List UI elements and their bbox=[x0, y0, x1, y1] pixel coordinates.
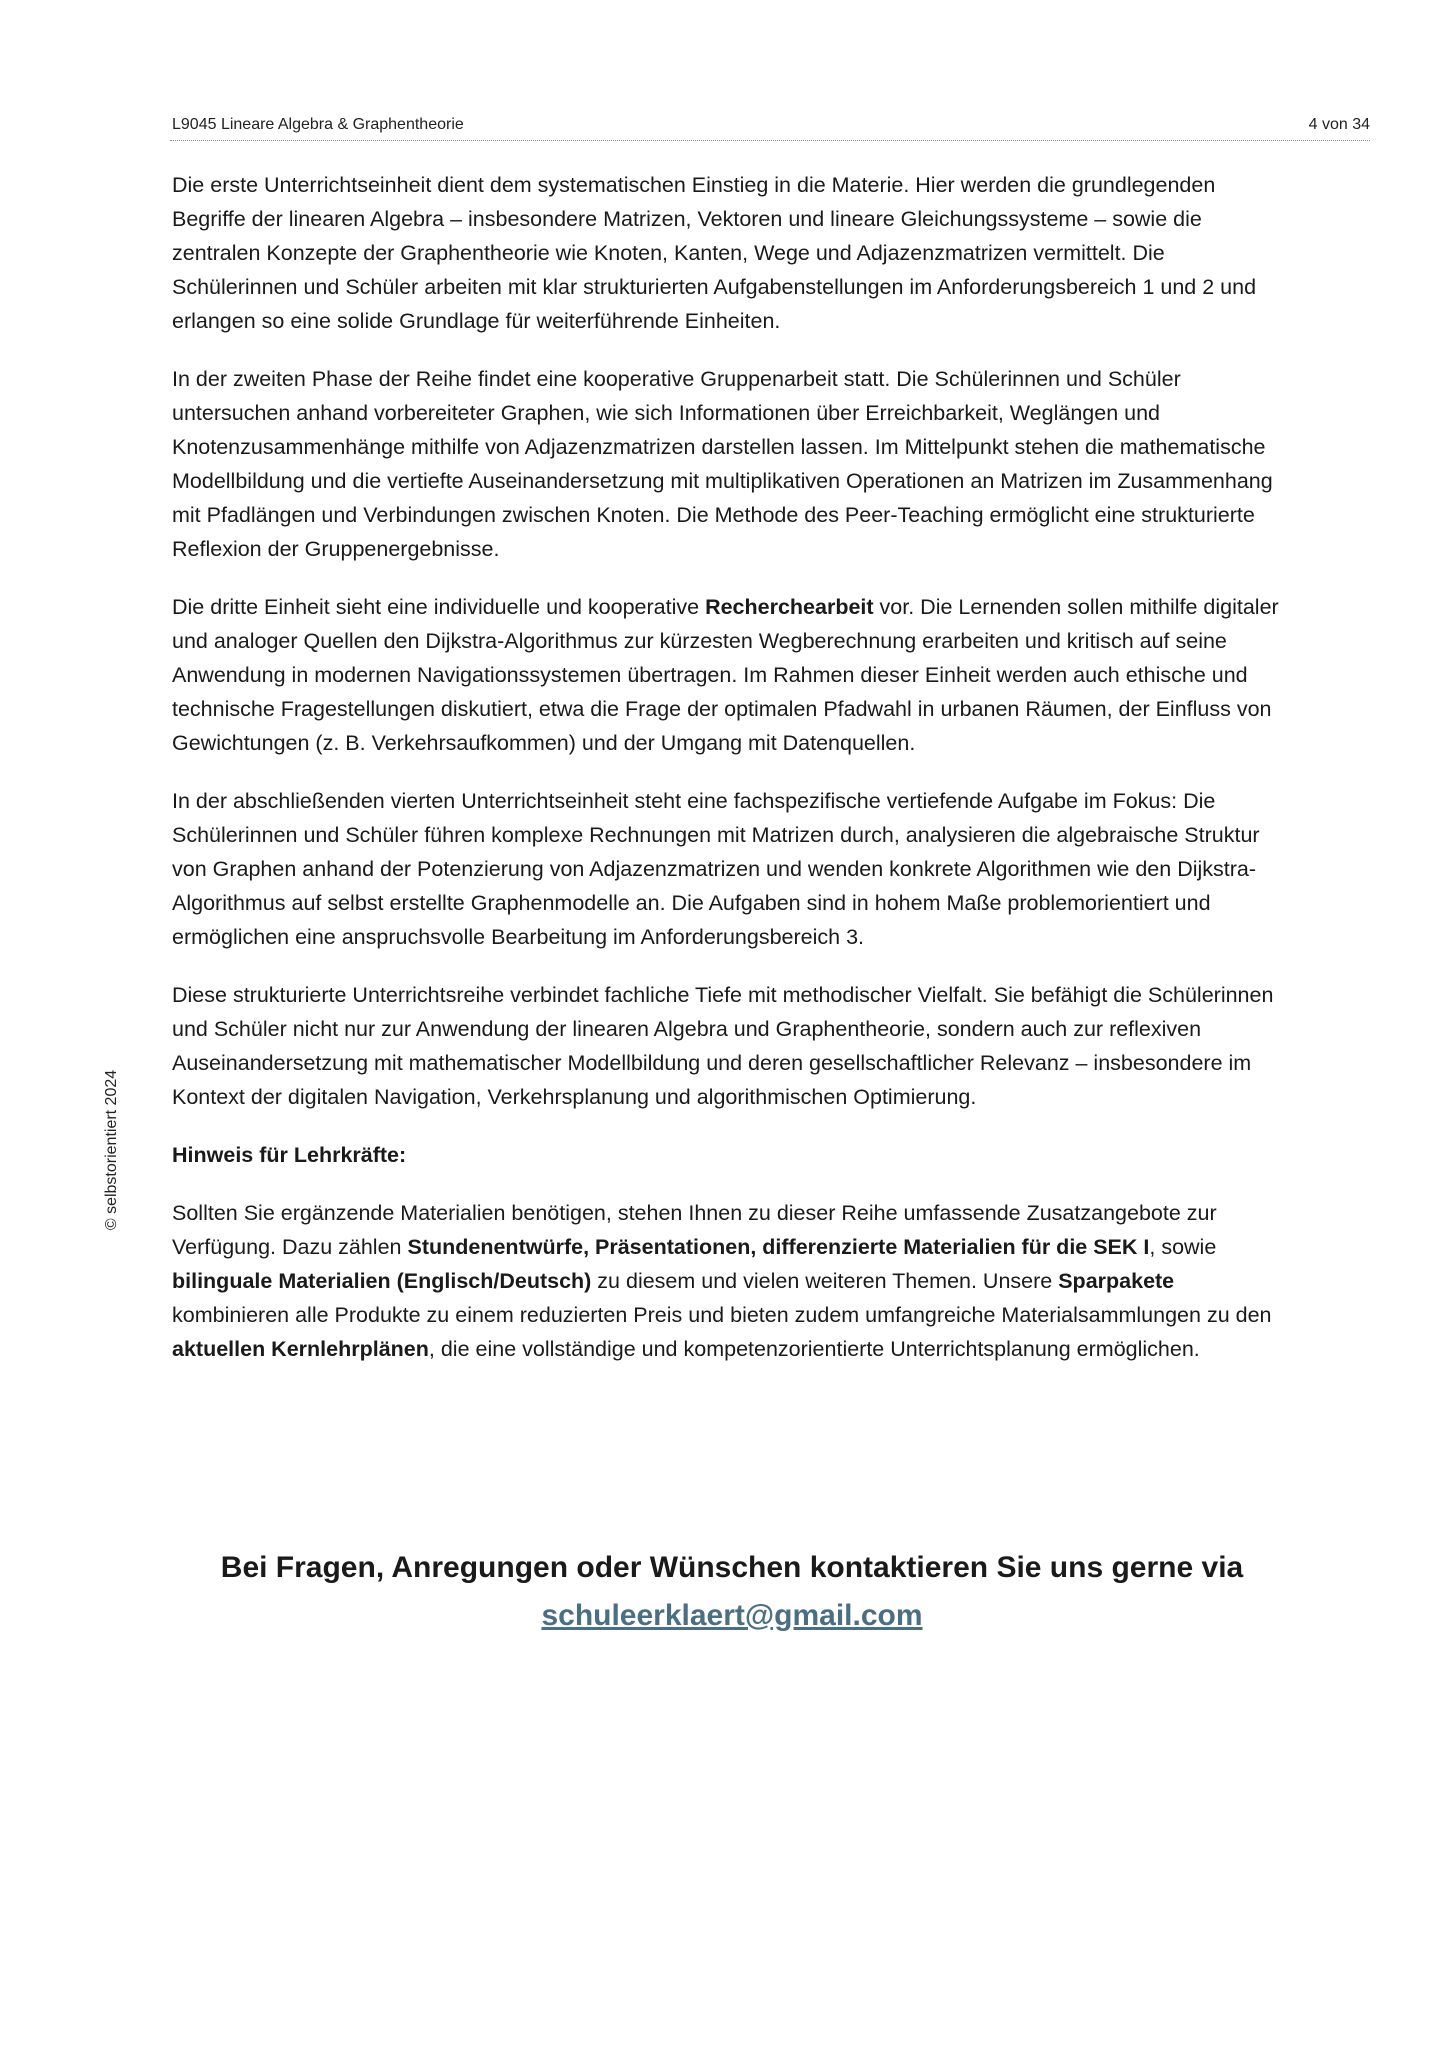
hint-text: zu diesem und vielen weiteren Themen. Unsere bbox=[591, 1269, 1059, 1293]
paragraph-unit-4: In der abschließenden vierten Unterrichtseinheit steht eine fachspezifische vertiefende Aufgabe im Fokus: Die Schülerinnen und Schüler führen komplexe Rechnungen mit Matrizen durch, analysieren die algebraische Struktur von Graphen anhand der Potenzierung von Adjazenzmatrizen und wenden konkrete Algorithmen wie den Dijkstra-Algorithmus auf selbst erstellte Graphenmodelle an. Die Aufgaben sind in hohem Maße problemorientiert und ermöglichen eine anspruchsvolle Bearbeitung im Anforderungsbereich 3. bbox=[172, 789, 1260, 949]
hint-body bbox=[172, 1196, 1292, 1366]
hint-text: , sowie bbox=[1149, 1235, 1217, 1259]
hint-bold: Stundenentwürfe, Präsentationen, differenzierte Materialien für die SEK I bbox=[407, 1235, 1150, 1259]
teacher-hint bbox=[172, 1138, 1292, 1366]
contact-text: Bei Fragen, Anregungen oder Wünschen kontaktieren Sie uns gerne via bbox=[220, 1551, 1244, 1584]
hint-text: kombinieren alle Produkte zu einem reduzierten Preis und bieten zudem umfangreiche Materialsammlungen zu den bbox=[172, 1303, 1272, 1327]
paragraph-unit-2: In der zweiten Phase der Reihe findet eine kooperative Gruppenarbeit statt. Die Schülerinnen und Schüler untersuchen anhand vorbereiteter Graphen, wie sich Informationen über Erreichbarkeit, Weglängen und Knotenzusammenhänge mithilfe von Adjazenzmatrizen darstellen lassen. Im Mittelpunkt stehen die mathematische Modellbildung und die vertiefte Auseinandersetzung mit multiplikativen Operationen an Matrizen im Zusammenhang mit Pfadlängen und Verbindungen zwischen Knoten. Die Methode des Peer-Teaching ermöglicht eine strukturierte Reflexion der Gruppenergebnisse. bbox=[172, 367, 1273, 561]
paragraph-summary: Diese strukturierte Unterrichtsreihe verbindet fachliche Tiefe mit methodischer Vielfalt. Sie befähigt die Schülerinnen und Schüler nicht nur zur Anwendung der linearen Algebra und Graphentheorie, sondern auch zur reflexiven Auseinandersetzung mit mathematischer Modellbildung und deren gesellschaftlicher Relevanz – insbesondere im Kontext der digitalen Navigation, Verkehrsplanung und algorithmischen Optimierung. bbox=[172, 983, 1274, 1109]
hint-bold: Sparpakete bbox=[1058, 1269, 1175, 1293]
contact-block bbox=[172, 1544, 1292, 1640]
paragraph-text: Die dritte Einheit sieht eine individuelle und kooperative bbox=[172, 595, 706, 619]
bold-text: Recherchearbeit bbox=[705, 595, 874, 619]
copyright-note: © selbstorientiert 2024 bbox=[103, 1069, 120, 1231]
hint-bold: aktuellen Kernlehrplänen bbox=[172, 1337, 429, 1361]
page-number: 4 von 34 bbox=[1308, 116, 1370, 133]
document-title: L9045 Lineare Algebra & Graphentheorie bbox=[172, 116, 464, 133]
page-header bbox=[170, 114, 1370, 141]
paragraph-unit-1: Die erste Unterrichtseinheit dient dem systematischen Einstieg in die Materie. Hier werden die grundlegenden Begriffe der linearen Algebra – insbesondere Matrizen, Vektoren und lineare Gleichungssysteme – sowie die zentralen Konzepte der Graphentheorie wie Knoten, Kanten, Wege und Adjazenzmatrizen vermittelt. Die Schülerinnen und Schüler arbeiten mit klar strukturierten Aufgabenstellungen im Anforderungsbereich 1 und 2 und erlangen so eine solide Grundlage für weiterführende Einheiten. bbox=[172, 173, 1257, 333]
paragraph-unit-3 bbox=[172, 590, 1292, 760]
email-link[interactable]: schuleerklaert@gmail.com bbox=[541, 1599, 923, 1632]
paragraph-text: vor. Die Lernenden sollen mithilfe digitaler und analoger Quellen den Dijkstra-Algorithmus zur kürzesten Wegberechnung erarbeiten und kritisch auf seine Anwendung in modernen Navigationssystemen übertragen. Im Rahmen dieser Einheit werden auch ethische und technische Fragestellungen diskutiert, etwa die Frage der optimalen Pfadwahl in urbanen Räumen, der Einfluss von Gewichtungen (z. B. Verkehrsaufkommen) und der Umgang mit Datenquellen. bbox=[172, 595, 1279, 755]
hint-text: Sollten Sie ergänzende Materialien benötigen, stehen Ihnen zu dieser Reihe umfassende Zusatzangebote zur Verfügung. Dazu zählen bbox=[172, 1201, 1217, 1259]
hint-bold: bilinguale Materialien (Englisch/Deutsch) bbox=[172, 1269, 592, 1293]
hint-text: , die eine vollständige und kompetenzorientierte Unterrichtsplanung ermöglichen. bbox=[428, 1337, 1200, 1361]
hint-title: Hinweis für Lehrkräfte: bbox=[172, 1143, 407, 1167]
main-content bbox=[172, 168, 1292, 1390]
